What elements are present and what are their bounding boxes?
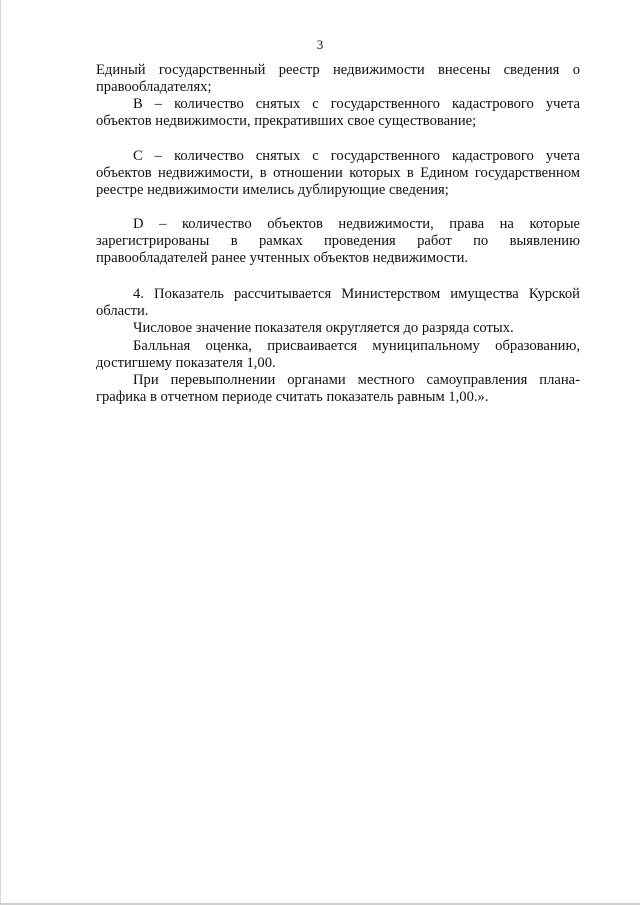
paragraph-registry-info: Единый государственный реестр недвижимости внесены сведения о правообладателях; (96, 62, 580, 95)
paragraph-item-4: 4. Показатель рассчитывается Министерством имущества Курской области. (96, 286, 580, 319)
paragraph-variable-d (96, 216, 580, 267)
paragraph-variable-d-line: зарегистрированы в рамках проведения работ по выявлению (96, 233, 580, 249)
paragraph-variable-b: В – количество снятых с государственного кадастрового учета объектов недвижимости, прекративших свое существование; (96, 96, 580, 129)
paragraph-overfulfillment: При перевыполнении органами местного самоуправления плана-графика в отчетном периоде считать показатель равным 1,00.». (96, 372, 580, 405)
page-number: 3 (316, 37, 324, 52)
paragraph-variable-d-line: D – количество объектов недвижимости, права на которые (133, 216, 580, 232)
paragraph-variable-c: С – количество снятых с государственного кадастрового учета объектов недвижимости, в отношении которых в Едином государственном реестре недвижимости имелись дублирующие сведения; (96, 148, 580, 198)
scan-edge (0, 0, 1, 905)
paragraph-variable-d-line: правообладателей ранее учтенных объектов недвижимости. (96, 250, 469, 266)
paragraph-rounding: Числовое значение показателя округляется до разряда сотых. (133, 320, 514, 336)
paragraph-score: Балльная оценка, присваивается муниципальному образованию, достигшему показателя 1,00. (96, 338, 580, 371)
